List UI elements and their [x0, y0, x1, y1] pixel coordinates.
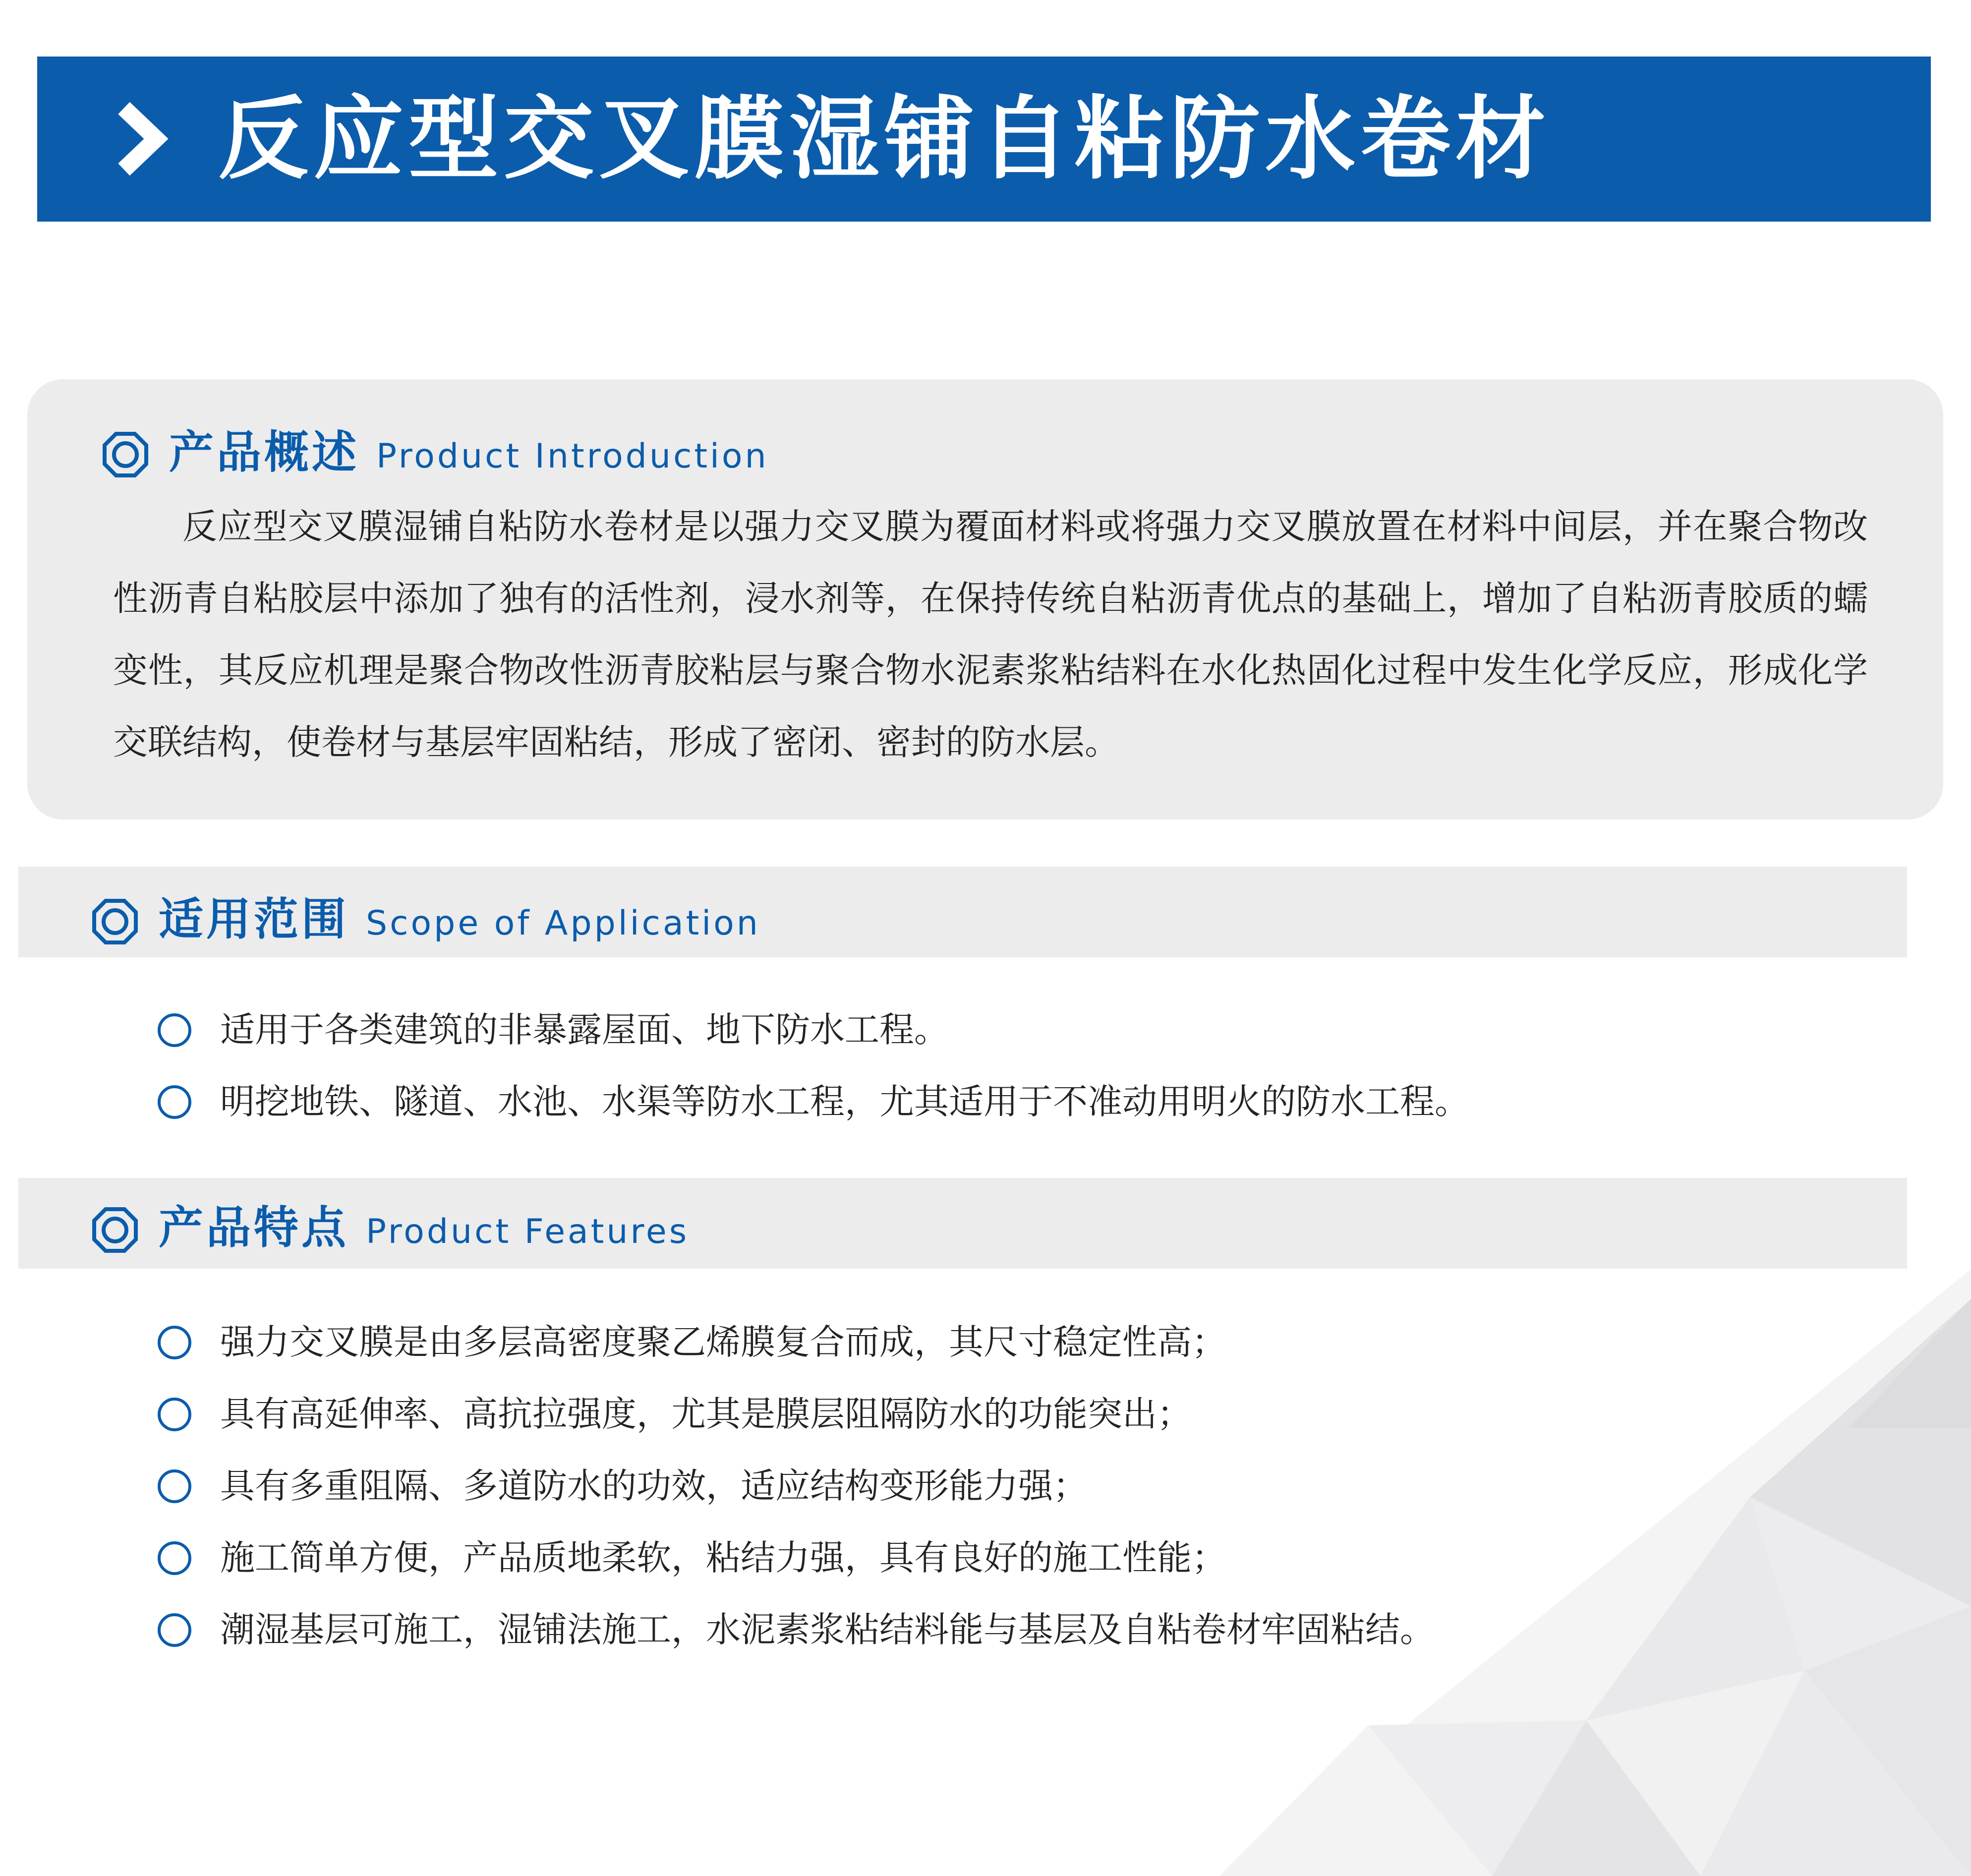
list-item-text: 具有高延伸率、高抗拉强度，尤其是膜层阻隔防水的功能突出； [220, 1394, 1192, 1434]
circle-bullet-icon [158, 1613, 191, 1647]
list-item-text: 强力交叉膜是由多层高密度聚乙烯膜复合而成，其尺寸稳定性高； [220, 1322, 1226, 1362]
introduction-heading [103, 420, 769, 489]
list-item [158, 1450, 1435, 1522]
list-item-text: 适用于各类建筑的非暴露屋面、地下防水工程。 [220, 1009, 949, 1050]
chevron-right-icon [114, 99, 169, 178]
application-list [158, 994, 1469, 1138]
list-item-text: 具有多重阻隔、多道防水的功效，适应结构变形能力强； [220, 1466, 1088, 1506]
features-heading-cn: 产品特点 [159, 1202, 349, 1254]
list-item [158, 1378, 1435, 1450]
introduction-paragraph: 反应型交叉膜湿铺自粘防水卷材是以强力交叉膜为覆面材料或将强力交叉膜放置在材料中间层，并在聚合物改性沥青自粘胶层中添加了独有的活性剂，浸水剂等，在保持传统自粘沥青优点的基础上，增加了自粘沥青胶质的蠕变性，其反应机理是聚合物改性沥青胶粘层与聚合物水泥素浆粘结料在水化热固化过程中发生化学反应，形成化学交联结构，使卷材与基层牢固粘结，形成了密闭、密封的防水层。 [113, 506, 1868, 762]
circle-bullet-icon [158, 1013, 191, 1047]
features-list [158, 1306, 1435, 1666]
target-icon [103, 432, 148, 477]
application-heading-cn: 适用范围 [159, 893, 349, 945]
list-item-text: 明挖地铁、隧道、水池、水渠等防水工程，尤其适用于不准动用明火的防水工程。 [220, 1081, 1469, 1122]
list-item-text: 潮湿基层可施工，湿铺法施工，水泥素浆粘结料能与基层及自粘卷材牢固粘结。 [220, 1609, 1435, 1650]
circle-bullet-icon [158, 1469, 191, 1503]
features-heading-en: Product Features [366, 1212, 690, 1251]
circle-bullet-icon [158, 1085, 191, 1119]
target-icon [92, 899, 138, 944]
features-heading [92, 1196, 689, 1264]
list-item [158, 1522, 1435, 1594]
application-heading [92, 887, 760, 956]
page-title: 反应型交叉膜湿铺自粘防水卷材 [218, 86, 1551, 191]
introduction-heading-cn: 产品概述 [169, 426, 359, 478]
list-item [158, 994, 1469, 1066]
list-item [158, 1066, 1469, 1138]
introduction-heading-en: Product Introduction [376, 437, 769, 476]
list-item [158, 1306, 1435, 1378]
circle-bullet-icon [158, 1541, 191, 1575]
list-item [158, 1594, 1435, 1666]
target-icon [92, 1207, 138, 1253]
application-heading-en: Scope of Application [366, 904, 760, 943]
circle-bullet-icon [158, 1398, 191, 1431]
circle-bullet-icon [158, 1326, 191, 1359]
list-item-text: 施工简单方便，产品质地柔软，粘结力强，具有良好的施工性能； [220, 1537, 1226, 1578]
